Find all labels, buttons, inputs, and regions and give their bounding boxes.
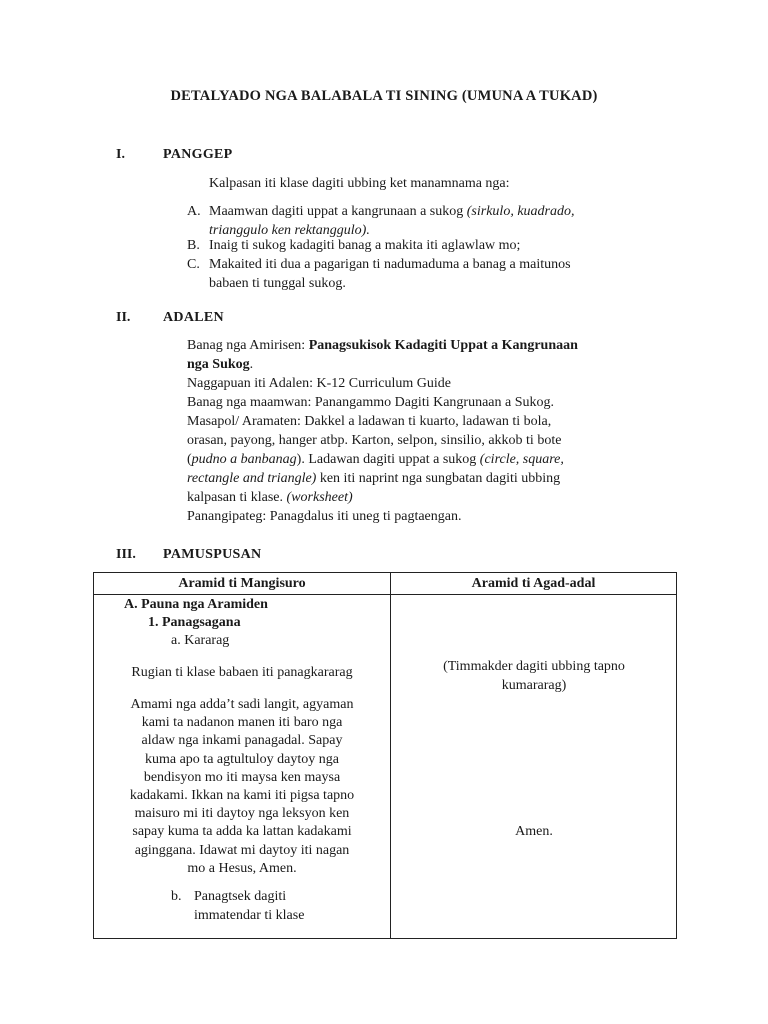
objective-c-text: Makaited iti dua a pagarigan ti nadumaduma a banag a maitunos bbox=[209, 257, 571, 272]
objective-a-text: Maamwan dagiti uppat a kangrunaan a sukog bbox=[209, 204, 467, 219]
masapol-line-2: orasan, payong, hanger atbp. Karton, selpon, sinsilio, akkob ti bote bbox=[187, 433, 562, 448]
banag-line bbox=[187, 336, 677, 355]
table-row bbox=[94, 595, 677, 939]
objective-b bbox=[187, 236, 677, 255]
objective-c-text-cont: babaen ti tunggal sukog. bbox=[209, 276, 346, 291]
worksheet-italic: (worksheet) bbox=[286, 490, 353, 505]
prayer-text bbox=[94, 696, 390, 878]
amen-response: Amen. bbox=[515, 824, 553, 839]
timmakder-text-cont: kumararag) bbox=[501, 678, 567, 693]
section-1-number: I. bbox=[116, 147, 125, 162]
teacher-activity-cell bbox=[94, 595, 391, 939]
panagsagana-heading: 1. Panagsagana bbox=[148, 615, 241, 630]
masapol-line-5-text: kalpasan ti klase. bbox=[187, 490, 287, 505]
objective-c bbox=[187, 255, 677, 293]
section-2-body bbox=[187, 336, 677, 526]
procedure-table bbox=[93, 572, 677, 939]
kararag-item: a. Kararag bbox=[171, 633, 230, 648]
panangipateg-line: Panangipateg: Panagdalus iti uneg ti pagtaengan. bbox=[187, 509, 462, 524]
maamwan-line: Banag nga maamwan: Panangammo Dagiti Kangrunaan a Sukog. bbox=[187, 395, 555, 410]
section-1-title: PANGGEP bbox=[163, 147, 233, 162]
masapol-line-4-text: ken iti naprint nga sungbatan dagiti ubbing bbox=[316, 471, 561, 486]
prayer-line: aginggana. Idawat mi daytoy iti nagan bbox=[134, 842, 350, 858]
section-2-title: ADALEN bbox=[163, 310, 224, 325]
pauna-heading: A. Pauna nga Aramiden bbox=[124, 597, 268, 612]
header-student-activity: Aramid ti Agad-adal bbox=[391, 573, 677, 595]
banag-topic: Panagsukisok Kadagiti Uppat a Kangrunaan bbox=[308, 338, 578, 353]
prayer-line: Amami nga adda’t sadi langit, agyaman bbox=[130, 697, 354, 712]
banag-end: . bbox=[249, 357, 254, 372]
prayer-line: kuma apo ta agtultuloy daytoy nga bbox=[144, 751, 339, 767]
student-activity-cell bbox=[391, 595, 677, 939]
prayer-line: maisuro mi iti daytoy nga leksyon ken bbox=[134, 806, 350, 822]
objective-a-letter: A. bbox=[187, 204, 201, 219]
banag-label: Banag nga Amirisen: bbox=[187, 338, 309, 353]
prayer-line: aldaw nga inkami panagadal. Sapay bbox=[141, 733, 343, 749]
table-header-row bbox=[94, 573, 677, 595]
masapol-line-1: Masapol/ Aramaten: Dakkel a ladawan ti kuarto, ladawan ti bola, bbox=[187, 414, 552, 429]
section-2-number: II. bbox=[116, 310, 131, 325]
header-teacher-activity: Aramid ti Mangisuro bbox=[94, 573, 391, 595]
objective-a-italic-cont: trianggulo ken rektanggulo). bbox=[209, 223, 370, 238]
masapol-line-4 bbox=[187, 469, 677, 488]
prayer-line: kami ta nadanon manen iti baro nga bbox=[141, 715, 343, 731]
pudno-italic: pudno a banbanag bbox=[191, 452, 297, 467]
banag-line-2 bbox=[187, 355, 677, 374]
section-1-intro: Kalpasan iti klase dagiti ubbing ket manamnama nga: bbox=[209, 176, 510, 191]
objective-b-text: Inaig ti sukog kadagiti banag a makita iti aglawlaw mo; bbox=[209, 238, 521, 253]
objective-c-letter: C. bbox=[187, 257, 200, 272]
objective-a bbox=[187, 202, 677, 240]
panagtsek-text: Panagtsek dagiti bbox=[194, 889, 287, 904]
section-3-title: PAMUSPUSAN bbox=[163, 547, 262, 562]
shapes-italic-cont: rectangle and triangle) bbox=[187, 471, 317, 486]
document-title: DETALYADO NGA BALABALA TI SINING (UMUNA A TUKAD) bbox=[170, 88, 598, 104]
rugian-text: Rugian ti klase babaen iti panagkararag bbox=[131, 665, 353, 680]
prayer-line: mo a Hesus, Amen. bbox=[187, 860, 297, 876]
objective-a-italic: (sirkulo, kuadrado, bbox=[466, 204, 575, 219]
section-3-number: III. bbox=[116, 547, 136, 562]
prayer-line: bendisyon mo iti maysa ken maysa bbox=[143, 769, 341, 785]
objective-b-letter: B. bbox=[187, 238, 200, 253]
panagtsek-letter: b. bbox=[171, 889, 182, 904]
shapes-italic: (circle, square, bbox=[479, 452, 564, 467]
naggapuan-line: Naggapuan iti Adalen: K-12 Curriculum Guide bbox=[187, 376, 451, 391]
masapol-line-3 bbox=[187, 450, 677, 469]
banag-topic-cont: nga Sukog bbox=[187, 357, 250, 372]
panagtsek-text-cont: immatendar ti klase bbox=[194, 908, 305, 923]
masapol-line-3-text: ). Ladawan dagiti uppat a sukog bbox=[296, 452, 480, 467]
timmakder-text: (Timmakder dagiti ubbing tapno bbox=[443, 659, 625, 674]
prayer-line: sapay kuma ta adda ka lattan kadakami bbox=[132, 824, 352, 840]
paren-open: ( bbox=[187, 452, 192, 467]
masapol-line-5 bbox=[187, 488, 677, 507]
prayer-line: kadakami. Ikkan na kami iti pigsa tapno bbox=[129, 788, 355, 804]
